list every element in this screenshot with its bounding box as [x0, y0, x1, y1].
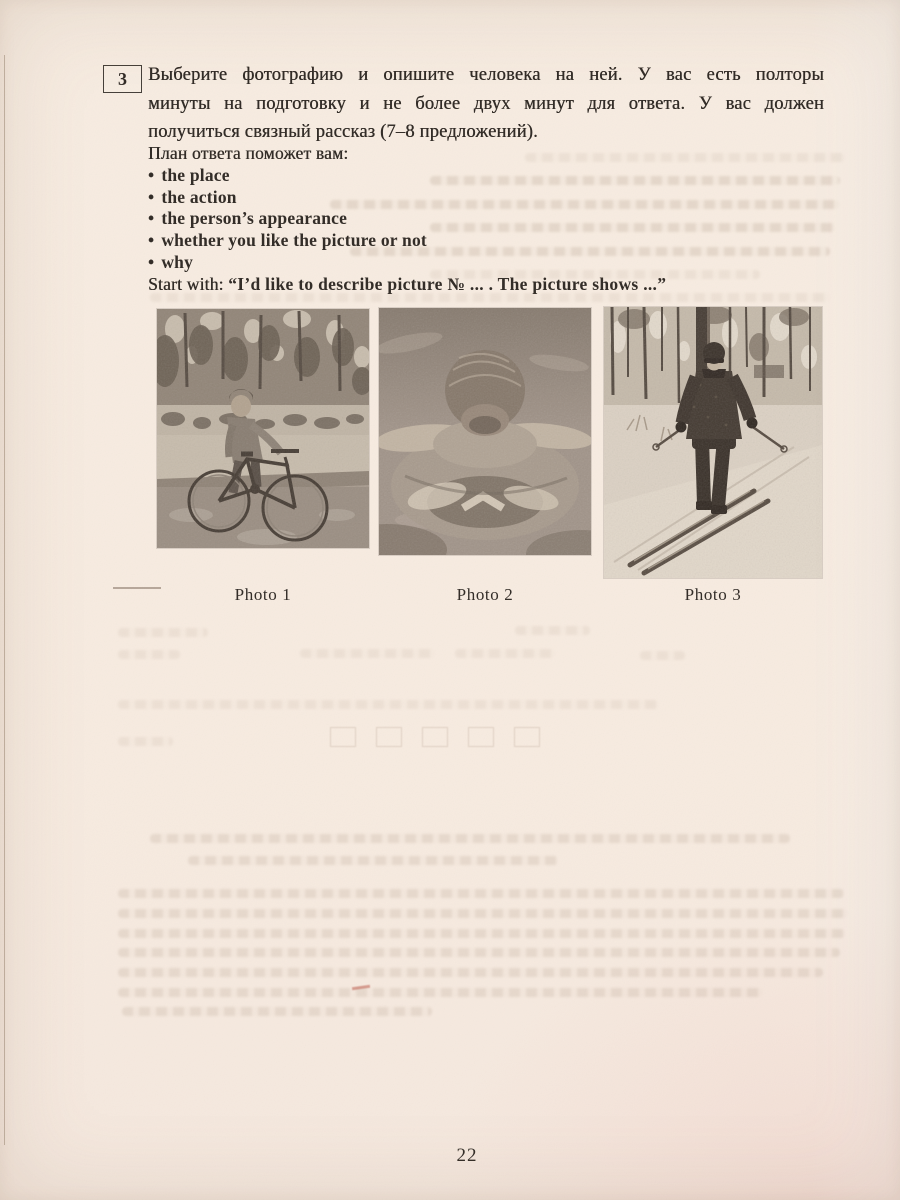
- photo-3-caption: Photo 3: [684, 585, 742, 604]
- plan-item-label: whether you like the picture or not: [161, 230, 427, 251]
- plan-item-label: the action: [161, 186, 237, 207]
- bleed-through-line: [640, 651, 685, 660]
- bleed-through-box: [330, 727, 356, 747]
- bleed-through-line: [118, 909, 848, 918]
- bleed-through-line: [300, 649, 435, 658]
- photo-2-image: [379, 308, 591, 555]
- bleed-through-line: [430, 223, 835, 232]
- bleed-through-line: [525, 153, 845, 162]
- photo-1-bicycle: [157, 309, 369, 548]
- bleed-through-line: [430, 176, 840, 185]
- bleed-through-line: [118, 948, 840, 957]
- bleed-through-line: [515, 626, 590, 635]
- plan-item-label: the place: [161, 164, 230, 185]
- page-number: 22: [456, 1145, 478, 1166]
- photo-3-image: [604, 307, 822, 578]
- bleed-through-line: [118, 889, 844, 898]
- bleed-through-line: [118, 628, 208, 637]
- bullet-icon: •: [148, 230, 155, 251]
- bleed-through-line: [188, 856, 558, 865]
- bleed-through-line: [118, 650, 180, 659]
- plan-intro: План ответа поможет вам:: [148, 143, 349, 163]
- photo-2-caption: Photo 2: [456, 585, 514, 604]
- bleed-through-line: [330, 200, 840, 209]
- photo-3-skiing: [604, 307, 822, 578]
- bleed-through-line: [118, 929, 845, 938]
- bullet-icon: •: [148, 208, 155, 229]
- bleed-through-line: [150, 293, 830, 302]
- photo-1-caption: Photo 1: [234, 585, 292, 604]
- bleed-through-line: [122, 1007, 432, 1016]
- bleed-through-box: [514, 727, 540, 747]
- bleed-through-line: [118, 988, 763, 997]
- scan-edge-line: [4, 55, 5, 1145]
- stray-mark: [113, 587, 161, 589]
- instruction-line: Выберите фотографию и опишите человека на ней. У вас есть полторы: [148, 65, 824, 85]
- instruction-line: минуты на подготовку и не более двух минут для ответа. У вас должен: [148, 93, 824, 114]
- bleed-through-line: [455, 649, 555, 658]
- start-with-label: Start with:: [148, 273, 229, 294]
- start-with-quote: “I’d like to describe picture № ... . The picture shows ...”: [228, 273, 667, 294]
- bleed-through-line: [118, 737, 173, 746]
- photo-2-swimming: [379, 308, 591, 555]
- bullet-icon: •: [148, 164, 155, 185]
- task-number-box: [103, 65, 142, 93]
- bleed-through-box: [422, 727, 448, 747]
- bleed-through-line: [350, 247, 830, 256]
- bleed-through-box: [376, 727, 402, 747]
- bleed-through-line: [118, 968, 823, 977]
- bullet-icon: •: [148, 251, 155, 272]
- plan-item-label: the person’s appearance: [161, 208, 348, 229]
- photo-1-image: [157, 309, 369, 548]
- bleed-through-box: [468, 727, 494, 747]
- bullet-icon: •: [148, 186, 155, 207]
- bleed-through-line: [118, 700, 658, 709]
- task-instruction: [148, 61, 824, 147]
- bleed-through-line: [430, 270, 760, 279]
- task-number: 3: [118, 68, 127, 89]
- instruction-line: получиться связный рассказ (7–8 предложений).: [148, 122, 538, 142]
- plan-item-label: why: [161, 251, 194, 272]
- bleed-through-line: [150, 834, 790, 843]
